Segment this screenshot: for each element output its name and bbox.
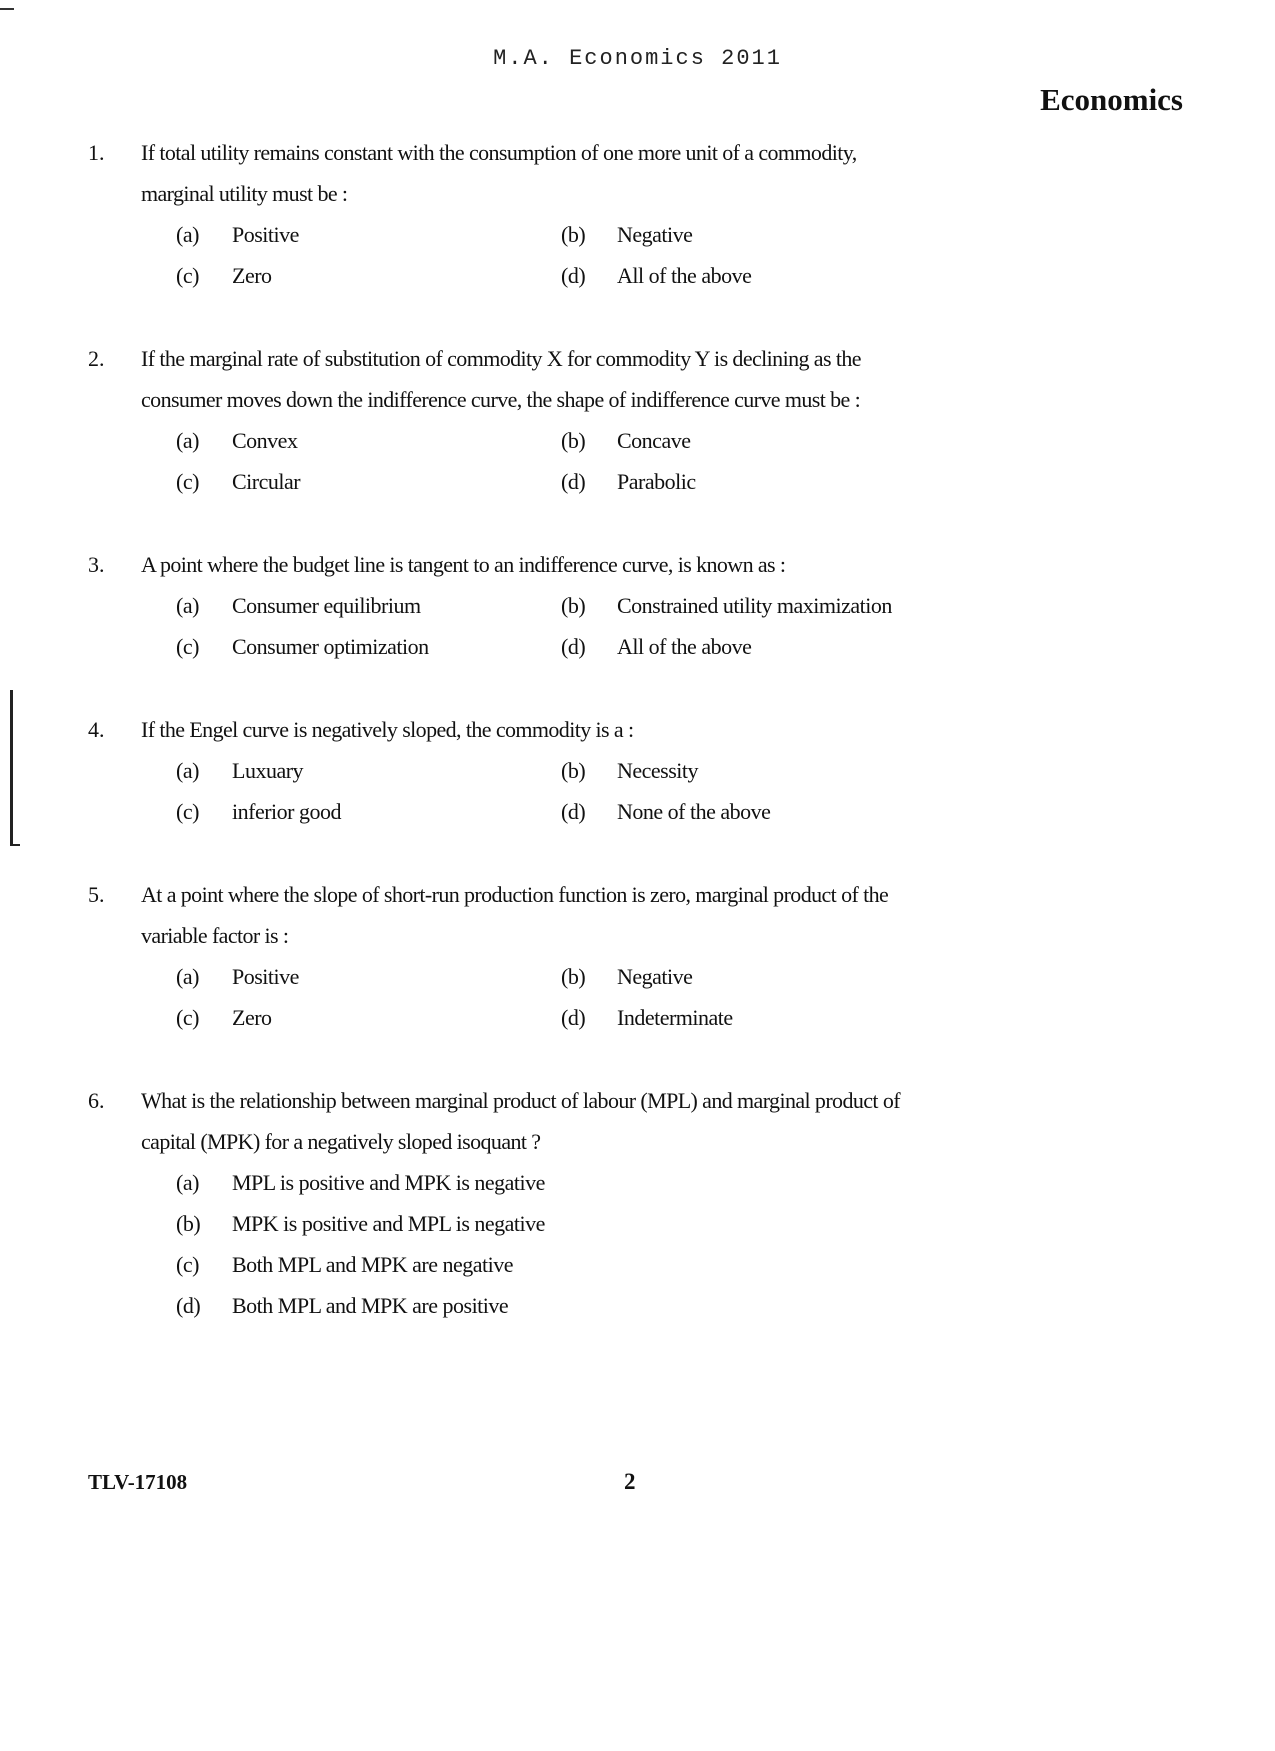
question-text: What is the relationship between marginal product of labour (MPL) and marginal product of capital (MPK) for a negatively sloped isoquant ? [141, 1088, 900, 1154]
answer-option [176, 997, 561, 1038]
option-label: (a) [176, 593, 199, 618]
answer-option [176, 461, 561, 502]
option-text: Both MPL and MPK are positive [232, 1293, 509, 1318]
question-text: A point where the budget line is tangent to an indifference curve, is known as : [141, 552, 786, 577]
question-4 [88, 709, 968, 832]
exam-title: M.A. Economics 2011 [493, 46, 782, 71]
option-text: Negative [617, 222, 693, 247]
option-text: Concave [617, 428, 691, 453]
answer-options [176, 956, 968, 1038]
option-text: All of the above [617, 634, 752, 659]
answer-option [176, 1162, 968, 1203]
answer-option [561, 420, 946, 461]
binding-mark [10, 690, 17, 846]
question-row [88, 874, 968, 956]
answer-option [176, 214, 561, 255]
answer-option [176, 585, 561, 626]
answer-options [176, 750, 968, 832]
option-text: inferior good [232, 799, 341, 824]
option-text: None of the above [617, 799, 771, 824]
answer-option [176, 791, 561, 832]
option-text: Indeterminate [617, 1005, 733, 1030]
option-label: (a) [176, 964, 199, 989]
answer-option [176, 1203, 968, 1244]
answer-option [561, 255, 946, 296]
question-number: 3. [88, 552, 105, 577]
answer-option [176, 255, 561, 296]
option-text: Zero [232, 263, 272, 288]
question-5 [88, 874, 968, 1038]
option-text: Consumer optimization [232, 634, 429, 659]
option-text: Positive [232, 964, 299, 989]
option-label: (c) [176, 634, 199, 659]
question-text: At a point where the slope of short-run production function is zero, marginal product of the variable factor is : [141, 882, 889, 948]
answer-options [176, 420, 968, 502]
option-label: (d) [561, 469, 586, 494]
option-label: (c) [176, 263, 199, 288]
answer-option [561, 791, 946, 832]
option-text: Necessity [617, 758, 699, 783]
answer-option [561, 214, 946, 255]
answer-option [176, 956, 561, 997]
option-label: (b) [561, 222, 586, 247]
answer-option [561, 585, 946, 626]
option-label: (b) [561, 964, 586, 989]
option-text: Parabolic [617, 469, 696, 494]
option-label: (b) [561, 758, 586, 783]
option-text: Zero [232, 1005, 272, 1030]
option-text: Constrained utility maximization [617, 593, 892, 618]
option-label: (b) [176, 1211, 201, 1236]
answer-option [561, 626, 946, 667]
question-row [88, 709, 968, 750]
question-3 [88, 544, 968, 667]
question-row [88, 1080, 968, 1162]
question-number: 6. [88, 1088, 105, 1113]
question-2 [88, 338, 968, 502]
question-text: If the marginal rate of substitution of commodity X for commodity Y is declining as the consumer moves down the indifference curve, the shape of indifference curve must be : [141, 346, 861, 412]
answer-option [561, 997, 946, 1038]
question-number: 4. [88, 717, 105, 742]
answer-option [176, 626, 561, 667]
question-row [88, 132, 968, 214]
scan-corner-mark [0, 8, 14, 10]
answer-options [176, 585, 968, 667]
option-text: All of the above [617, 263, 752, 288]
answer-option [176, 1244, 968, 1285]
option-label: (b) [561, 593, 586, 618]
option-label: (d) [561, 634, 586, 659]
option-label: (c) [176, 799, 199, 824]
option-label: (d) [561, 799, 586, 824]
option-label: (a) [176, 758, 199, 783]
option-label: (d) [176, 1293, 201, 1318]
question-number: 5. [88, 882, 105, 907]
page-number: 2 [624, 1469, 636, 1494]
option-text: Positive [232, 222, 299, 247]
question-text: If total utility remains constant with the consumption of one more unit of a commodity, marginal utility must be : [141, 140, 857, 206]
question-number: 1. [88, 140, 105, 165]
question-number: 2. [88, 346, 105, 371]
answer-options [176, 214, 968, 296]
question-6 [88, 1080, 968, 1326]
question-1 [88, 132, 968, 296]
option-text: Negative [617, 964, 693, 989]
answer-option [561, 956, 946, 997]
option-text: Both MPL and MPK are negative [232, 1252, 514, 1277]
option-label: (b) [561, 428, 586, 453]
option-text: MPL is positive and MPK is negative [232, 1170, 545, 1195]
option-text: Circular [232, 469, 301, 494]
option-label: (d) [561, 263, 586, 288]
question-row [88, 544, 968, 585]
answer-option [561, 461, 946, 502]
answer-option [561, 750, 946, 791]
question-list [88, 132, 968, 1368]
option-label: (a) [176, 428, 199, 453]
option-label: (c) [176, 1005, 199, 1030]
option-text: Luxuary [232, 758, 304, 783]
answer-option [176, 420, 561, 461]
option-label: (c) [176, 469, 199, 494]
answer-option [176, 750, 561, 791]
option-text: Convex [232, 428, 298, 453]
paper-code: TLV-17108 [88, 1470, 188, 1494]
answer-option [176, 1285, 968, 1326]
option-text: Consumer equilibrium [232, 593, 421, 618]
option-label: (d) [561, 1005, 586, 1030]
subject-heading: Economics [1040, 82, 1183, 117]
question-text: If the Engel curve is negatively sloped, the commodity is a : [141, 717, 634, 742]
option-label: (c) [176, 1252, 199, 1277]
option-label: (a) [176, 1170, 199, 1195]
option-text: MPK is positive and MPL is negative [232, 1211, 545, 1236]
question-row [88, 338, 968, 420]
option-label: (a) [176, 222, 199, 247]
answer-options [176, 1162, 968, 1326]
